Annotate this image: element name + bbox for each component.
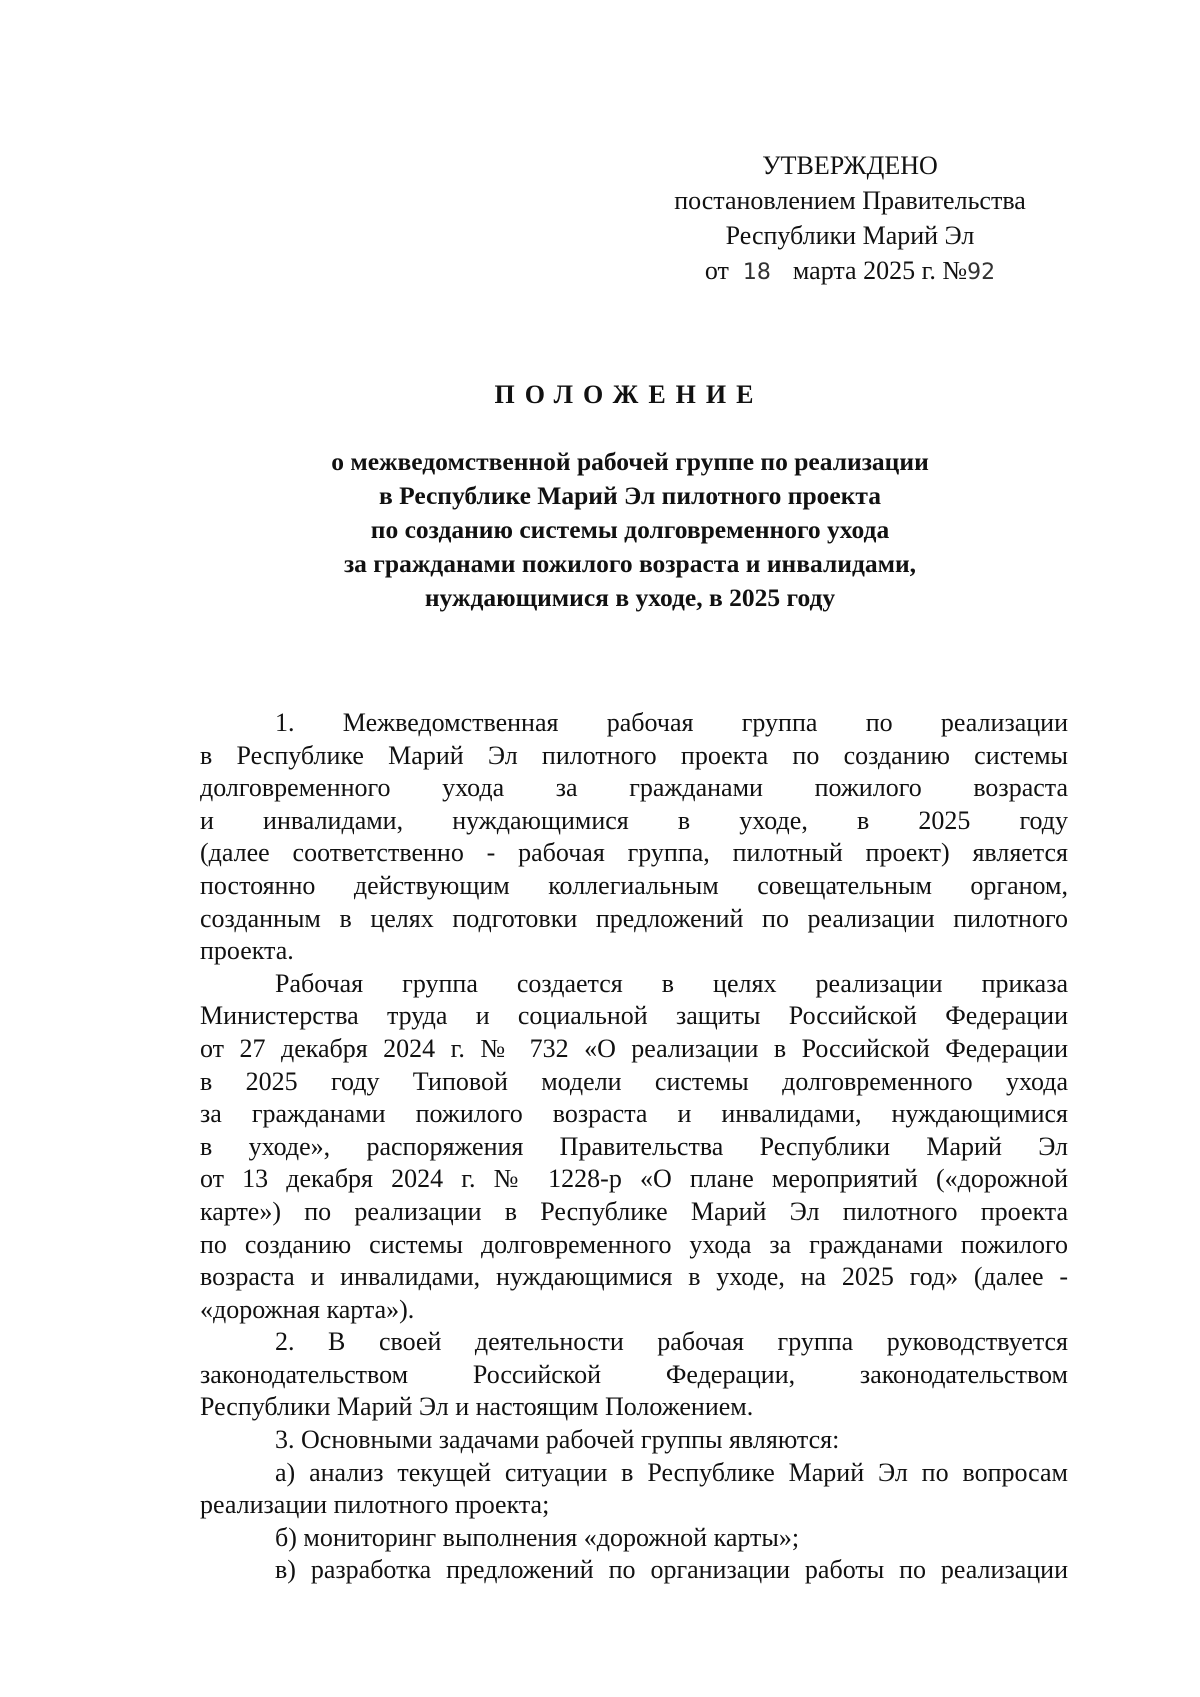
body-line: реализации пилотного проекта; (200, 1490, 550, 1520)
body-line: в Республике Марий Эл пилотного проекта по созданию системы (200, 740, 1068, 770)
approval-date-line (640, 253, 1060, 290)
body-line: в уходе», распоряжения Правительства Республики Марий Эл (200, 1131, 1068, 1161)
document-body (200, 707, 1068, 1587)
subtitle-line: за гражданами пожилого возраста и инвалидами, (343, 549, 917, 578)
document-number: 92 (967, 260, 996, 285)
body-line: в 2025 году Типовой модели системы долговременного ухода (200, 1066, 1068, 1096)
body-line: 2. В своей деятельности рабочая группа руководствуется (275, 1327, 1068, 1357)
subtitle-line: о межведомственной рабочей группе по реализации (331, 447, 929, 476)
approval-region: Республики Марий Эл (725, 221, 975, 250)
body-line: Рабочая группа создается в целях реализации приказа (275, 968, 1068, 998)
body-line: Республики Марий Эл и настоящим Положением. (200, 1392, 754, 1422)
body-line: долговременного ухода за гражданами пожилого возраста (200, 773, 1068, 803)
subtitle-line: нуждающимися в уходе, в 2025 году (424, 583, 836, 612)
document-subtitle (290, 445, 970, 615)
body-line: постоянно действующим коллегиальным совещательным органом, (200, 870, 1068, 900)
body-line: Министерства труда и социальной защиты Российской Федерации (200, 1001, 1068, 1031)
body-line: (далее соответственно - рабочая группа, пилотный проект) является (200, 838, 1068, 868)
body-line: карте») по реализации в Республике Марий Эл пилотного проекта (200, 1196, 1068, 1226)
body-line: от 13 декабря 2024 г. № 1228-р «О плане мероприятий («дорожной (200, 1164, 1068, 1194)
body-line: 3. Основными задачами рабочей группы являются: (275, 1425, 840, 1455)
approval-authority: постановлением Правительства (674, 186, 1026, 215)
body-line: а) анализ текущей ситуации в Республике Марий Эл по вопросам (275, 1457, 1068, 1487)
date-month-year: марта 2025 г. № (792, 256, 968, 285)
approval-heading: УТВЕРЖДЕНО (762, 151, 938, 180)
body-line: за гражданами пожилого возраста и инвалидами, нуждающимися (200, 1099, 1068, 1129)
body-line: по созданию системы долговременного ухода за гражданами пожилого (200, 1229, 1068, 1259)
body-line: б) мониторинг выполнения «дорожной карты»; (275, 1522, 800, 1552)
body-line: в) разработка предложений по организации работы по реализации (275, 1555, 1068, 1585)
body-line: законодательством Российской Федерации, законодательством (200, 1359, 1068, 1389)
date-prefix: от (704, 256, 729, 285)
document-title: ПОЛОЖЕНИЕ (494, 380, 764, 409)
date-day: 18 (742, 260, 771, 285)
body-line: «дорожная карта»). (200, 1294, 415, 1324)
body-line: проекта. (200, 936, 294, 966)
subtitle-line: в Республике Марий Эл пилотного проекта (378, 481, 882, 510)
body-line: от 27 декабря 2024 г. № 732 «О реализации в Российской Федерации (200, 1033, 1068, 1063)
body-line: возраста и инвалидами, нуждающимися в уходе, на 2025 год» (далее - (200, 1262, 1068, 1292)
approval-stamp-block (640, 148, 1060, 290)
body-line: и инвалидами, нуждающимися в уходе, в 2025 году (200, 805, 1068, 835)
subtitle-line: по созданию системы долговременного ухода (370, 515, 890, 544)
body-line: 1. Межведомственная рабочая группа по реализации (275, 708, 1068, 737)
body-line: созданным в целях подготовки предложений по реализации пилотного (200, 903, 1068, 933)
